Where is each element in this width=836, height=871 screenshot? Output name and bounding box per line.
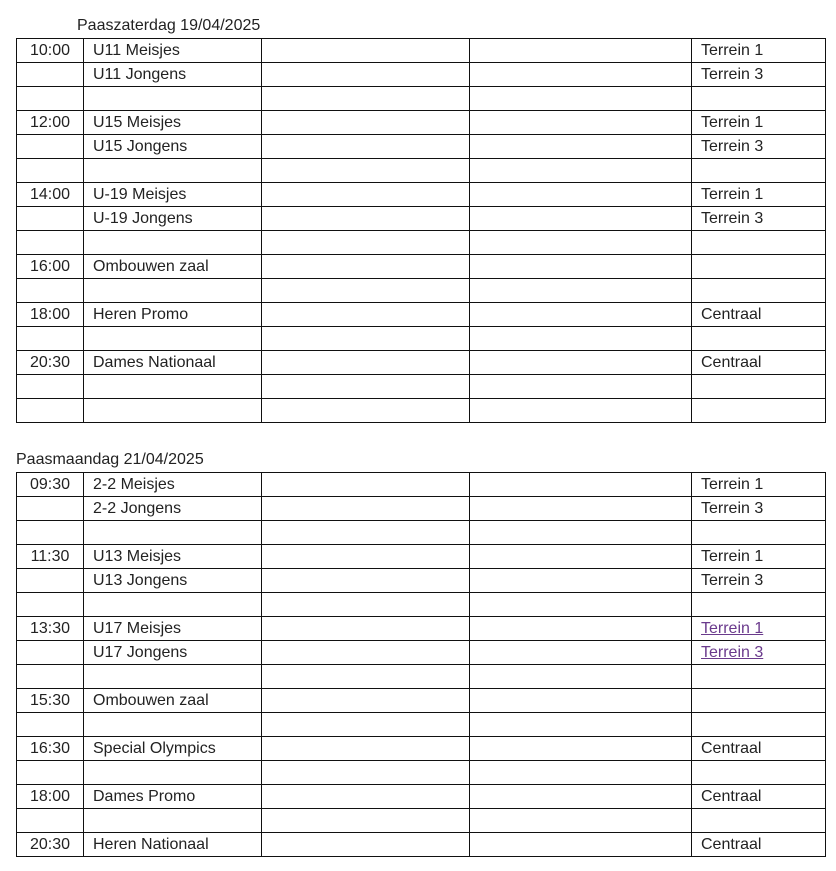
event-cell xyxy=(84,375,262,399)
table-row xyxy=(17,497,826,521)
terrain-cell xyxy=(692,593,826,617)
time-cell xyxy=(17,665,84,689)
terrain-cell: Terrein 1 xyxy=(692,183,826,207)
time-cell: 11:30 xyxy=(17,545,84,569)
time-cell: 16:00 xyxy=(17,255,84,279)
table-row xyxy=(17,183,826,207)
event-cell: U15 Meisjes xyxy=(84,111,262,135)
terrain-link[interactable]: Terrein 1 xyxy=(701,620,764,637)
empty-cell xyxy=(470,327,692,351)
event-cell xyxy=(84,399,262,423)
event-cell xyxy=(84,159,262,183)
empty-cell xyxy=(262,545,470,569)
table-row xyxy=(17,111,826,135)
terrain-cell: Terrein 1 xyxy=(692,39,826,63)
empty-cell xyxy=(262,63,470,87)
event-cell: 2-2 Meisjes xyxy=(84,473,262,497)
event-cell: Dames Promo xyxy=(84,785,262,809)
time-cell xyxy=(17,279,84,303)
table-row xyxy=(17,569,826,593)
time-cell xyxy=(17,497,84,521)
empty-cell xyxy=(262,689,470,713)
time-cell: 10:00 xyxy=(17,39,84,63)
terrain-cell: Terrein 3 xyxy=(692,569,826,593)
terrain-cell xyxy=(692,689,826,713)
table-row xyxy=(17,399,826,423)
time-cell xyxy=(17,809,84,833)
empty-cell xyxy=(470,593,692,617)
event-cell: U-19 Meisjes xyxy=(84,183,262,207)
terrain-cell xyxy=(692,327,826,351)
terrain-cell: Terrein 1 xyxy=(692,545,826,569)
event-cell: Heren Promo xyxy=(84,303,262,327)
table-row xyxy=(17,207,826,231)
table-row xyxy=(17,303,826,327)
event-cell xyxy=(84,809,262,833)
terrain-link[interactable]: Terrein 3 xyxy=(701,644,764,661)
event-cell: Ombouwen zaal xyxy=(84,255,262,279)
event-cell: Special Olympics xyxy=(84,737,262,761)
table-row xyxy=(17,641,826,665)
empty-cell xyxy=(262,641,470,665)
empty-cell xyxy=(262,111,470,135)
empty-cell xyxy=(470,63,692,87)
terrain-cell: Centraal xyxy=(692,833,826,857)
terrain-cell xyxy=(692,159,826,183)
time-cell: 20:30 xyxy=(17,351,84,375)
time-cell: 18:00 xyxy=(17,785,84,809)
empty-cell xyxy=(262,279,470,303)
event-cell: Heren Nationaal xyxy=(84,833,262,857)
empty-cell xyxy=(262,593,470,617)
empty-cell xyxy=(470,569,692,593)
time-cell: 09:30 xyxy=(17,473,84,497)
terrain-cell: Centraal xyxy=(692,785,826,809)
event-cell: Dames Nationaal xyxy=(84,351,262,375)
empty-cell xyxy=(470,833,692,857)
empty-cell xyxy=(262,521,470,545)
table-row xyxy=(17,833,826,857)
table-row xyxy=(17,617,826,641)
terrain-cell: Centraal xyxy=(692,737,826,761)
empty-cell xyxy=(262,399,470,423)
empty-cell xyxy=(262,327,470,351)
time-cell xyxy=(17,135,84,159)
empty-cell xyxy=(470,231,692,255)
empty-cell xyxy=(262,87,470,111)
table-row xyxy=(17,689,826,713)
time-cell xyxy=(17,159,84,183)
table-row xyxy=(17,279,826,303)
table-row xyxy=(17,785,826,809)
terrain-cell xyxy=(692,617,826,641)
terrain-cell: Terrein 3 xyxy=(692,135,826,159)
empty-cell xyxy=(262,809,470,833)
time-cell: 20:30 xyxy=(17,833,84,857)
time-cell xyxy=(17,399,84,423)
terrain-cell: Centraal xyxy=(692,303,826,327)
event-cell xyxy=(84,231,262,255)
time-cell: 16:30 xyxy=(17,737,84,761)
event-cell: U13 Jongens xyxy=(84,569,262,593)
terrain-cell xyxy=(692,255,826,279)
event-cell xyxy=(84,521,262,545)
terrain-cell: Terrein 1 xyxy=(692,111,826,135)
table-row xyxy=(17,135,826,159)
empty-cell xyxy=(470,665,692,689)
table-row xyxy=(17,159,826,183)
schedule-table-day-2 xyxy=(16,472,826,857)
schedule-table-day-1 xyxy=(16,38,826,423)
time-cell xyxy=(17,569,84,593)
day-1-title: Paaszaterdag 19/04/2025 xyxy=(77,17,261,34)
table-row xyxy=(17,351,826,375)
empty-cell xyxy=(262,159,470,183)
empty-cell xyxy=(262,785,470,809)
terrain-cell xyxy=(692,665,826,689)
empty-cell xyxy=(470,303,692,327)
table-row xyxy=(17,545,826,569)
table-row xyxy=(17,761,826,785)
empty-cell xyxy=(470,809,692,833)
empty-cell xyxy=(470,761,692,785)
time-cell xyxy=(17,593,84,617)
event-cell: U-19 Jongens xyxy=(84,207,262,231)
empty-cell xyxy=(262,833,470,857)
terrain-cell xyxy=(692,231,826,255)
empty-cell xyxy=(470,737,692,761)
event-cell: U17 Meisjes xyxy=(84,617,262,641)
event-cell: U17 Jongens xyxy=(84,641,262,665)
time-cell xyxy=(17,87,84,111)
day-2-title: Paasmaandag 21/04/2025 xyxy=(16,451,204,468)
terrain-cell xyxy=(692,279,826,303)
empty-cell xyxy=(470,111,692,135)
time-cell: 13:30 xyxy=(17,617,84,641)
empty-cell xyxy=(262,183,470,207)
empty-cell xyxy=(470,207,692,231)
empty-cell xyxy=(470,375,692,399)
terrain-cell xyxy=(692,399,826,423)
empty-cell xyxy=(262,713,470,737)
empty-cell xyxy=(470,497,692,521)
empty-cell xyxy=(262,497,470,521)
time-cell xyxy=(17,521,84,545)
time-cell xyxy=(17,641,84,665)
empty-cell xyxy=(262,303,470,327)
empty-cell xyxy=(262,473,470,497)
empty-cell xyxy=(470,159,692,183)
time-cell xyxy=(17,327,84,351)
empty-cell xyxy=(262,761,470,785)
terrain-cell: Terrein 3 xyxy=(692,497,826,521)
event-cell: U15 Jongens xyxy=(84,135,262,159)
terrain-cell xyxy=(692,761,826,785)
time-cell xyxy=(17,231,84,255)
empty-cell xyxy=(470,641,692,665)
empty-cell xyxy=(470,399,692,423)
time-cell xyxy=(17,713,84,737)
empty-cell xyxy=(470,39,692,63)
terrain-cell: Terrein 3 xyxy=(692,63,826,87)
empty-cell xyxy=(262,665,470,689)
empty-cell xyxy=(262,135,470,159)
table-row xyxy=(17,473,826,497)
empty-cell xyxy=(470,87,692,111)
event-cell xyxy=(84,87,262,111)
time-cell: 15:30 xyxy=(17,689,84,713)
empty-cell xyxy=(470,545,692,569)
event-cell xyxy=(84,279,262,303)
table-row xyxy=(17,713,826,737)
terrain-cell xyxy=(692,521,826,545)
table-row xyxy=(17,63,826,87)
terrain-cell xyxy=(692,375,826,399)
time-cell xyxy=(17,207,84,231)
empty-cell xyxy=(262,569,470,593)
empty-cell xyxy=(262,231,470,255)
empty-cell xyxy=(470,713,692,737)
event-cell: U11 Jongens xyxy=(84,63,262,87)
time-cell xyxy=(17,63,84,87)
table-row xyxy=(17,375,826,399)
empty-cell xyxy=(470,785,692,809)
table-row xyxy=(17,665,826,689)
empty-cell xyxy=(470,351,692,375)
event-cell xyxy=(84,713,262,737)
empty-cell xyxy=(470,689,692,713)
terrain-cell: Terrein 1 xyxy=(692,473,826,497)
table-row xyxy=(17,231,826,255)
time-cell xyxy=(17,375,84,399)
time-cell xyxy=(17,761,84,785)
table-row xyxy=(17,737,826,761)
empty-cell xyxy=(262,375,470,399)
empty-cell xyxy=(470,135,692,159)
empty-cell xyxy=(262,39,470,63)
terrain-cell xyxy=(692,87,826,111)
empty-cell xyxy=(470,473,692,497)
empty-cell xyxy=(262,617,470,641)
event-cell: U13 Meisjes xyxy=(84,545,262,569)
terrain-cell xyxy=(692,713,826,737)
empty-cell xyxy=(262,207,470,231)
empty-cell xyxy=(262,351,470,375)
empty-cell xyxy=(470,255,692,279)
event-cell xyxy=(84,761,262,785)
terrain-cell xyxy=(692,809,826,833)
table-row xyxy=(17,593,826,617)
terrain-cell: Centraal xyxy=(692,351,826,375)
time-cell: 12:00 xyxy=(17,111,84,135)
time-cell: 14:00 xyxy=(17,183,84,207)
table-row xyxy=(17,809,826,833)
event-cell xyxy=(84,665,262,689)
terrain-cell xyxy=(692,641,826,665)
event-cell: 2-2 Jongens xyxy=(84,497,262,521)
terrain-cell: Terrein 3 xyxy=(692,207,826,231)
table-row xyxy=(17,521,826,545)
event-cell: U11 Meisjes xyxy=(84,39,262,63)
empty-cell xyxy=(470,279,692,303)
table-row xyxy=(17,255,826,279)
empty-cell xyxy=(262,737,470,761)
event-cell xyxy=(84,593,262,617)
table-row xyxy=(17,39,826,63)
table-row xyxy=(17,87,826,111)
event-cell: Ombouwen zaal xyxy=(84,689,262,713)
empty-cell xyxy=(470,183,692,207)
empty-cell xyxy=(470,617,692,641)
empty-cell xyxy=(470,521,692,545)
table-row xyxy=(17,327,826,351)
time-cell: 18:00 xyxy=(17,303,84,327)
empty-cell xyxy=(262,255,470,279)
event-cell xyxy=(84,327,262,351)
